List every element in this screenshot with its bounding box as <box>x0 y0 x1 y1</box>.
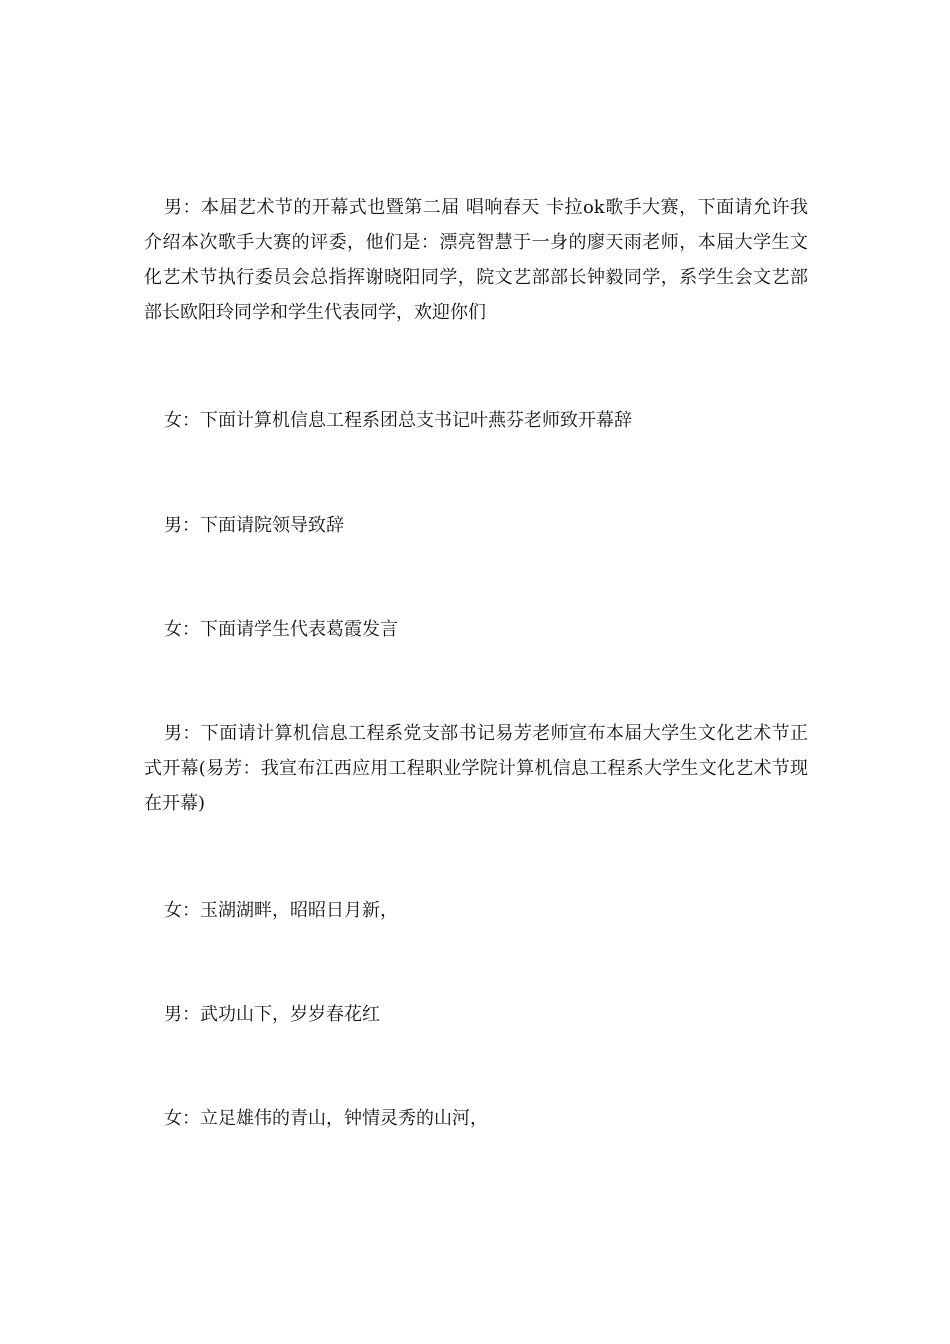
paragraph-1: 男：本届艺术节的开幕式也暨第二届 唱响春天 卡拉ok歌手大赛，下面请允许我介绍本次歌手大赛的评委，他们是：漂亮智慧于一身的廖天雨老师，本届大学生文化艺术节执行委员会总指挥谢晓阳同学，院文艺部部长钟毅同学，系学生会文艺部部长欧阳玲同学和学生代表同学，欢迎你们 <box>144 197 808 323</box>
paragraph-2: 女：下面计算机信息工程系团总支书记叶燕芬老师致开幕辞 <box>164 410 632 431</box>
paragraph-8: 女：立足雄伟的青山，钟情灵秀的山河， <box>164 1108 488 1129</box>
paragraph-5: 男：下面请计算机信息工程系党支部书记易芳老师宣布本届大学生文化艺术节正式开幕(易芳：我宣布江西应用工程职业学院计算机信息工程系大学生文化艺术节现在开幕) <box>144 723 808 814</box>
paragraph-7: 男：武功山下，岁岁春花红 <box>164 1004 380 1025</box>
paragraph-4: 女：下面请学生代表葛霞发言 <box>164 619 398 640</box>
paragraph-3: 男：下面请院领导致辞 <box>164 515 344 536</box>
paragraph-6: 女：玉湖湖畔，昭昭日月新， <box>164 900 398 921</box>
